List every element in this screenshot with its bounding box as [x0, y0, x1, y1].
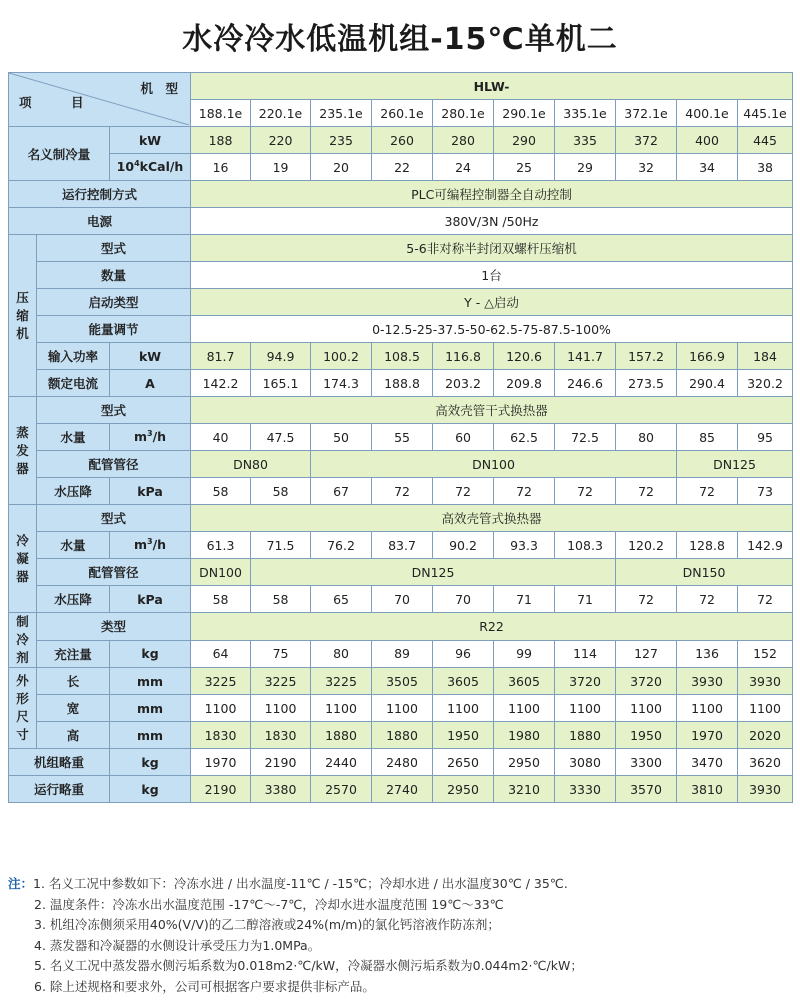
merged-value: 高效壳管干式换热器: [191, 397, 793, 424]
value-cell: 60: [433, 424, 494, 451]
value-cell: 71.5: [251, 532, 311, 559]
header-item-label: 项: [19, 95, 32, 110]
value-cell: 1100: [738, 695, 793, 722]
value-cell: 1830: [251, 722, 311, 749]
unit-cell: A: [110, 370, 191, 397]
value-cell: 50: [311, 424, 372, 451]
value-cell: 1100: [494, 695, 555, 722]
note-text: 5. 名义工况中蒸发器水侧污垢系数为0.018m2·℃/kW，冷凝器水侧污垢系数为0.044m2·℃/kW；: [34, 958, 583, 973]
value-cell: 335: [555, 127, 616, 154]
value-cell: 174.3: [311, 370, 372, 397]
unit-cell: mm: [110, 722, 191, 749]
table-row: [9, 262, 793, 289]
table-row: [9, 316, 793, 343]
value-cell: 3380: [251, 776, 311, 803]
merged-value: Y - △启动: [191, 289, 793, 316]
value-cell: 116.8: [433, 343, 494, 370]
value-cell: 29: [555, 154, 616, 181]
unit-cell: kg: [110, 640, 191, 668]
value-cell: 3570: [616, 776, 677, 803]
value-cell: 120.2: [616, 532, 677, 559]
value-cell: 3300: [616, 749, 677, 776]
value-cell: 273.5: [616, 370, 677, 397]
unit-cell: kg: [110, 776, 191, 803]
note-text: 4. 蒸发器和冷凝器的水侧设计承受压力为1.0MPa。: [34, 937, 321, 953]
value-cell: 72: [433, 478, 494, 505]
value-cell: 65: [311, 586, 372, 613]
table-row: [9, 181, 793, 208]
table-row: [9, 397, 793, 424]
value-cell: 3605: [494, 668, 555, 695]
row-label: 能量调节: [37, 316, 191, 343]
value-cell: 22: [372, 154, 433, 181]
value-cell: 400: [677, 127, 738, 154]
value-cell: 3930: [738, 776, 793, 803]
table-row: [9, 695, 793, 722]
merged-value: 高效壳管式换热器: [191, 505, 793, 532]
value-cell: 85: [677, 424, 738, 451]
value-cell: 76.2: [311, 532, 372, 559]
evaporator-group-label: [9, 397, 37, 505]
notes-prefix: 注：: [8, 876, 34, 891]
refrigerant-group-label: [9, 613, 37, 668]
value-cell: 72: [738, 586, 793, 613]
value-cell: 235.1e: [311, 100, 372, 127]
value-cell: 62.5: [494, 424, 555, 451]
value-cell: 445: [738, 127, 793, 154]
value-cell: 203.2: [433, 370, 494, 397]
value-cell: 24: [433, 154, 494, 181]
value-cell: 90.2: [433, 532, 494, 559]
value-cell: 58: [191, 478, 251, 505]
value-cell: 72.5: [555, 424, 616, 451]
value-cell: 100.2: [311, 343, 372, 370]
table-row: [9, 668, 793, 695]
value-cell: 141.7: [555, 343, 616, 370]
value-cell: 260.1e: [372, 100, 433, 127]
value-cell: 1980: [494, 722, 555, 749]
value-cell: 2950: [433, 776, 494, 803]
value-cell: 2190: [251, 749, 311, 776]
value-cell: 108.5: [372, 343, 433, 370]
value-cell: 2650: [433, 749, 494, 776]
value-cell: 58: [191, 586, 251, 613]
header-diagonal-cell: [9, 73, 191, 127]
value-cell: 75: [251, 640, 311, 668]
value-cell: 1100: [251, 695, 311, 722]
value-cell: 58: [251, 586, 311, 613]
value-cell: 72: [677, 478, 738, 505]
value-cell: 1970: [677, 722, 738, 749]
value-cell: 1100: [555, 695, 616, 722]
value-cell: 1100: [616, 695, 677, 722]
table-row: [9, 208, 793, 235]
value-cell: 3505: [372, 668, 433, 695]
value-cell: 1880: [311, 722, 372, 749]
dimensions-group-label: [9, 668, 37, 749]
note-text: 6. 除上述规格和要求外，公司可根据客户要求提供非标产品。: [34, 978, 375, 994]
value-cell: 2480: [372, 749, 433, 776]
row-label: 水量: [37, 424, 110, 451]
value-cell: 2950: [494, 749, 555, 776]
row-label: 配管管径: [37, 451, 191, 478]
vertical-label-text: 压缩机: [16, 289, 29, 341]
value-cell: 32: [616, 154, 677, 181]
value-cell: 3720: [616, 668, 677, 695]
value-cell: 1880: [372, 722, 433, 749]
table-row: [9, 640, 793, 668]
value-cell: 220: [251, 127, 311, 154]
control-value: PLC可编程控制器全自动控制: [191, 181, 793, 208]
table-row: [9, 235, 793, 262]
vertical-label-text: 冷凝器: [16, 532, 29, 584]
table-row: [9, 289, 793, 316]
row-label: 配管管径: [37, 559, 191, 586]
value-cell: 142.2: [191, 370, 251, 397]
value-cell: 73: [738, 478, 793, 505]
value-cell: 120.6: [494, 343, 555, 370]
table-row: [9, 586, 793, 613]
value-cell: 400.1e: [677, 100, 738, 127]
value-cell: 94.9: [251, 343, 311, 370]
value-cell: 1100: [677, 695, 738, 722]
merged-value: R22: [191, 613, 793, 641]
value-cell: 47.5: [251, 424, 311, 451]
page-title: 水冷冷水低温机组-15℃单机二: [182, 22, 618, 57]
value-cell: 3225: [251, 668, 311, 695]
pipe-size-cell: DN125: [251, 559, 616, 586]
value-cell: 40: [191, 424, 251, 451]
unit-cell: kg: [110, 749, 191, 776]
value-cell: 80: [311, 640, 372, 668]
value-cell: 95: [738, 424, 793, 451]
row-label: 运行略重: [9, 776, 110, 803]
merged-value: 0-12.5-25-37.5-50-62.5-75-87.5-100%: [191, 316, 793, 343]
value-cell: 3620: [738, 749, 793, 776]
value-cell: 72: [555, 478, 616, 505]
value-cell: 188: [191, 127, 251, 154]
value-cell: 246.6: [555, 370, 616, 397]
value-cell: 3810: [677, 776, 738, 803]
table-row: [9, 424, 793, 451]
unit-cell: kPa: [110, 478, 191, 505]
unit-cell: kPa: [110, 586, 191, 613]
power-value: 380V/3N /50Hz: [191, 208, 793, 235]
value-cell: 93.3: [494, 532, 555, 559]
note-text: 2. 温度条件：冷冻水出水温度范围 -17℃～-7℃，冷却水进水温度范围 19℃～33℃: [34, 896, 504, 912]
table-row: [9, 613, 793, 641]
row-label: 高: [37, 722, 110, 749]
row-label: 类型: [37, 613, 191, 641]
table-row: [9, 478, 793, 505]
value-cell: 142.9: [738, 532, 793, 559]
vertical-label-text: 制冷剂: [16, 614, 29, 665]
value-cell: 71: [494, 586, 555, 613]
value-cell: 25: [494, 154, 555, 181]
value-cell: 72: [677, 586, 738, 613]
table-row: [9, 154, 793, 181]
header-item-label-2: 目: [71, 95, 84, 110]
merged-value: 5-6非对称半封闭双螺杆压缩机: [191, 235, 793, 262]
vertical-label-text: 蒸发器: [16, 424, 29, 476]
note-line: [8, 977, 798, 998]
note-line: [8, 936, 798, 957]
value-cell: 2020: [738, 722, 793, 749]
value-cell: 280.1e: [433, 100, 494, 127]
value-cell: 72: [494, 478, 555, 505]
value-cell: 1880: [555, 722, 616, 749]
vertical-label-text: 外形尺寸: [16, 673, 29, 742]
unit-cell: $m^3/h$: [110, 532, 191, 559]
value-cell: 165.1: [251, 370, 311, 397]
row-label: 型式: [37, 397, 191, 424]
value-cell: 260: [372, 127, 433, 154]
note-line: [8, 915, 798, 936]
value-cell: 136: [677, 640, 738, 668]
table-row: [9, 343, 793, 370]
value-cell: 152: [738, 640, 793, 668]
value-cell: 2440: [311, 749, 372, 776]
spec-table: [8, 72, 793, 803]
value-cell: 1100: [372, 695, 433, 722]
value-cell: 114: [555, 640, 616, 668]
row-label: 型式: [37, 235, 191, 262]
value-cell: 19: [251, 154, 311, 181]
value-cell: 220.1e: [251, 100, 311, 127]
table-row: [9, 722, 793, 749]
note-line: [8, 874, 798, 895]
row-label: 宽: [37, 695, 110, 722]
value-cell: 1100: [191, 695, 251, 722]
value-cell: 1950: [433, 722, 494, 749]
note-text: 1. 名义工况中参数如下：冷冻水进 / 出水温度-11℃ / -15℃；冷却水进 / 出水温度30℃ / 35℃.: [33, 876, 568, 891]
table-row: [9, 505, 793, 532]
unit-cell: kW: [110, 343, 191, 370]
compressor-group-label: [9, 235, 37, 397]
value-cell: 157.2: [616, 343, 677, 370]
value-cell: 235: [311, 127, 372, 154]
row-label: 水量: [37, 532, 110, 559]
unit-cell: mm: [110, 668, 191, 695]
value-cell: 2570: [311, 776, 372, 803]
value-cell: 71: [555, 586, 616, 613]
table-row: [9, 127, 793, 154]
value-cell: 1950: [616, 722, 677, 749]
value-cell: 67: [311, 478, 372, 505]
note-text: 3. 机组冷冻侧须采用40%(V/V)的乙二醇溶液或24%(m/m)的氯化钙溶液作防冻剂；: [34, 917, 500, 932]
value-cell: 372.1e: [616, 100, 677, 127]
pipe-size-cell: DN80: [191, 451, 311, 478]
value-cell: 72: [616, 478, 677, 505]
value-cell: 99: [494, 640, 555, 668]
value-cell: 89: [372, 640, 433, 668]
row-label: 型式: [37, 505, 191, 532]
header-model-label: 机 型: [140, 81, 179, 96]
unit-cell: mm: [110, 695, 191, 722]
notes: [8, 874, 798, 997]
table-row: [9, 532, 793, 559]
value-cell: 2740: [372, 776, 433, 803]
value-cell: 1830: [191, 722, 251, 749]
value-cell: 20: [311, 154, 372, 181]
table-row: [9, 749, 793, 776]
value-cell: 445.1e: [738, 100, 793, 127]
value-cell: 1100: [311, 695, 372, 722]
value-cell: 34: [677, 154, 738, 181]
value-cell: 55: [372, 424, 433, 451]
value-cell: 1100: [433, 695, 494, 722]
value-cell: 188.8: [372, 370, 433, 397]
condenser-group-label: [9, 505, 37, 613]
value-cell: 3080: [555, 749, 616, 776]
value-cell: 3225: [311, 668, 372, 695]
table-row: [9, 559, 793, 586]
value-cell: 290.1e: [494, 100, 555, 127]
table-row: [9, 73, 793, 100]
value-cell: 166.9: [677, 343, 738, 370]
value-cell: 61.3: [191, 532, 251, 559]
table-row: [9, 776, 793, 803]
note-line: [8, 956, 798, 977]
row-label: 长: [37, 668, 110, 695]
row-label: 水压降: [37, 586, 110, 613]
value-cell: 3470: [677, 749, 738, 776]
value-cell: 16: [191, 154, 251, 181]
unit-cell: $m^3/h$: [110, 424, 191, 451]
value-cell: 3210: [494, 776, 555, 803]
value-cell: 3330: [555, 776, 616, 803]
table-row: [9, 370, 793, 397]
value-cell: 3225: [191, 668, 251, 695]
note-line: [8, 895, 798, 916]
value-cell: 38: [738, 154, 793, 181]
capacity-label: 名义制冷量: [9, 127, 110, 181]
row-label: 输入功率: [37, 343, 110, 370]
value-cell: 3930: [738, 668, 793, 695]
value-cell: 290: [494, 127, 555, 154]
pipe-size-cell: DN125: [677, 451, 793, 478]
value-cell: 1970: [191, 749, 251, 776]
value-cell: 80: [616, 424, 677, 451]
value-cell: 3605: [433, 668, 494, 695]
value-cell: 3930: [677, 668, 738, 695]
value-cell: 128.8: [677, 532, 738, 559]
value-cell: 127: [616, 640, 677, 668]
value-cell: 320.2: [738, 370, 793, 397]
row-label: 水压降: [37, 478, 110, 505]
value-cell: 83.7: [372, 532, 433, 559]
value-cell: 372: [616, 127, 677, 154]
value-cell: 335.1e: [555, 100, 616, 127]
table-row: [9, 451, 793, 478]
unit-cell: $10^4kCal/h$: [110, 154, 191, 181]
merged-value: 1台: [191, 262, 793, 289]
row-label: 机组略重: [9, 749, 110, 776]
value-cell: 72: [616, 586, 677, 613]
value-cell: 3720: [555, 668, 616, 695]
value-cell: 70: [372, 586, 433, 613]
value-cell: 209.8: [494, 370, 555, 397]
value-cell: 70: [433, 586, 494, 613]
value-cell: 108.3: [555, 532, 616, 559]
pipe-size-cell: DN100: [311, 451, 677, 478]
value-cell: 188.1e: [191, 100, 251, 127]
row-label: 额定电流: [37, 370, 110, 397]
value-cell: 64: [191, 640, 251, 668]
control-label: 运行控制方式: [9, 181, 191, 208]
value-cell: 96: [433, 640, 494, 668]
series-header: HLW-: [191, 73, 793, 100]
value-cell: 58: [251, 478, 311, 505]
value-cell: 290.4: [677, 370, 738, 397]
pipe-size-cell: DN150: [616, 559, 793, 586]
value-cell: 184: [738, 343, 793, 370]
row-label: 启动类型: [37, 289, 191, 316]
power-label: 电源: [9, 208, 191, 235]
row-label: 数量: [37, 262, 191, 289]
pipe-size-cell: DN100: [191, 559, 251, 586]
value-cell: 280: [433, 127, 494, 154]
unit-cell: kW: [110, 127, 191, 154]
value-cell: 2190: [191, 776, 251, 803]
value-cell: 72: [372, 478, 433, 505]
row-label: 充注量: [37, 640, 110, 668]
value-cell: 81.7: [191, 343, 251, 370]
